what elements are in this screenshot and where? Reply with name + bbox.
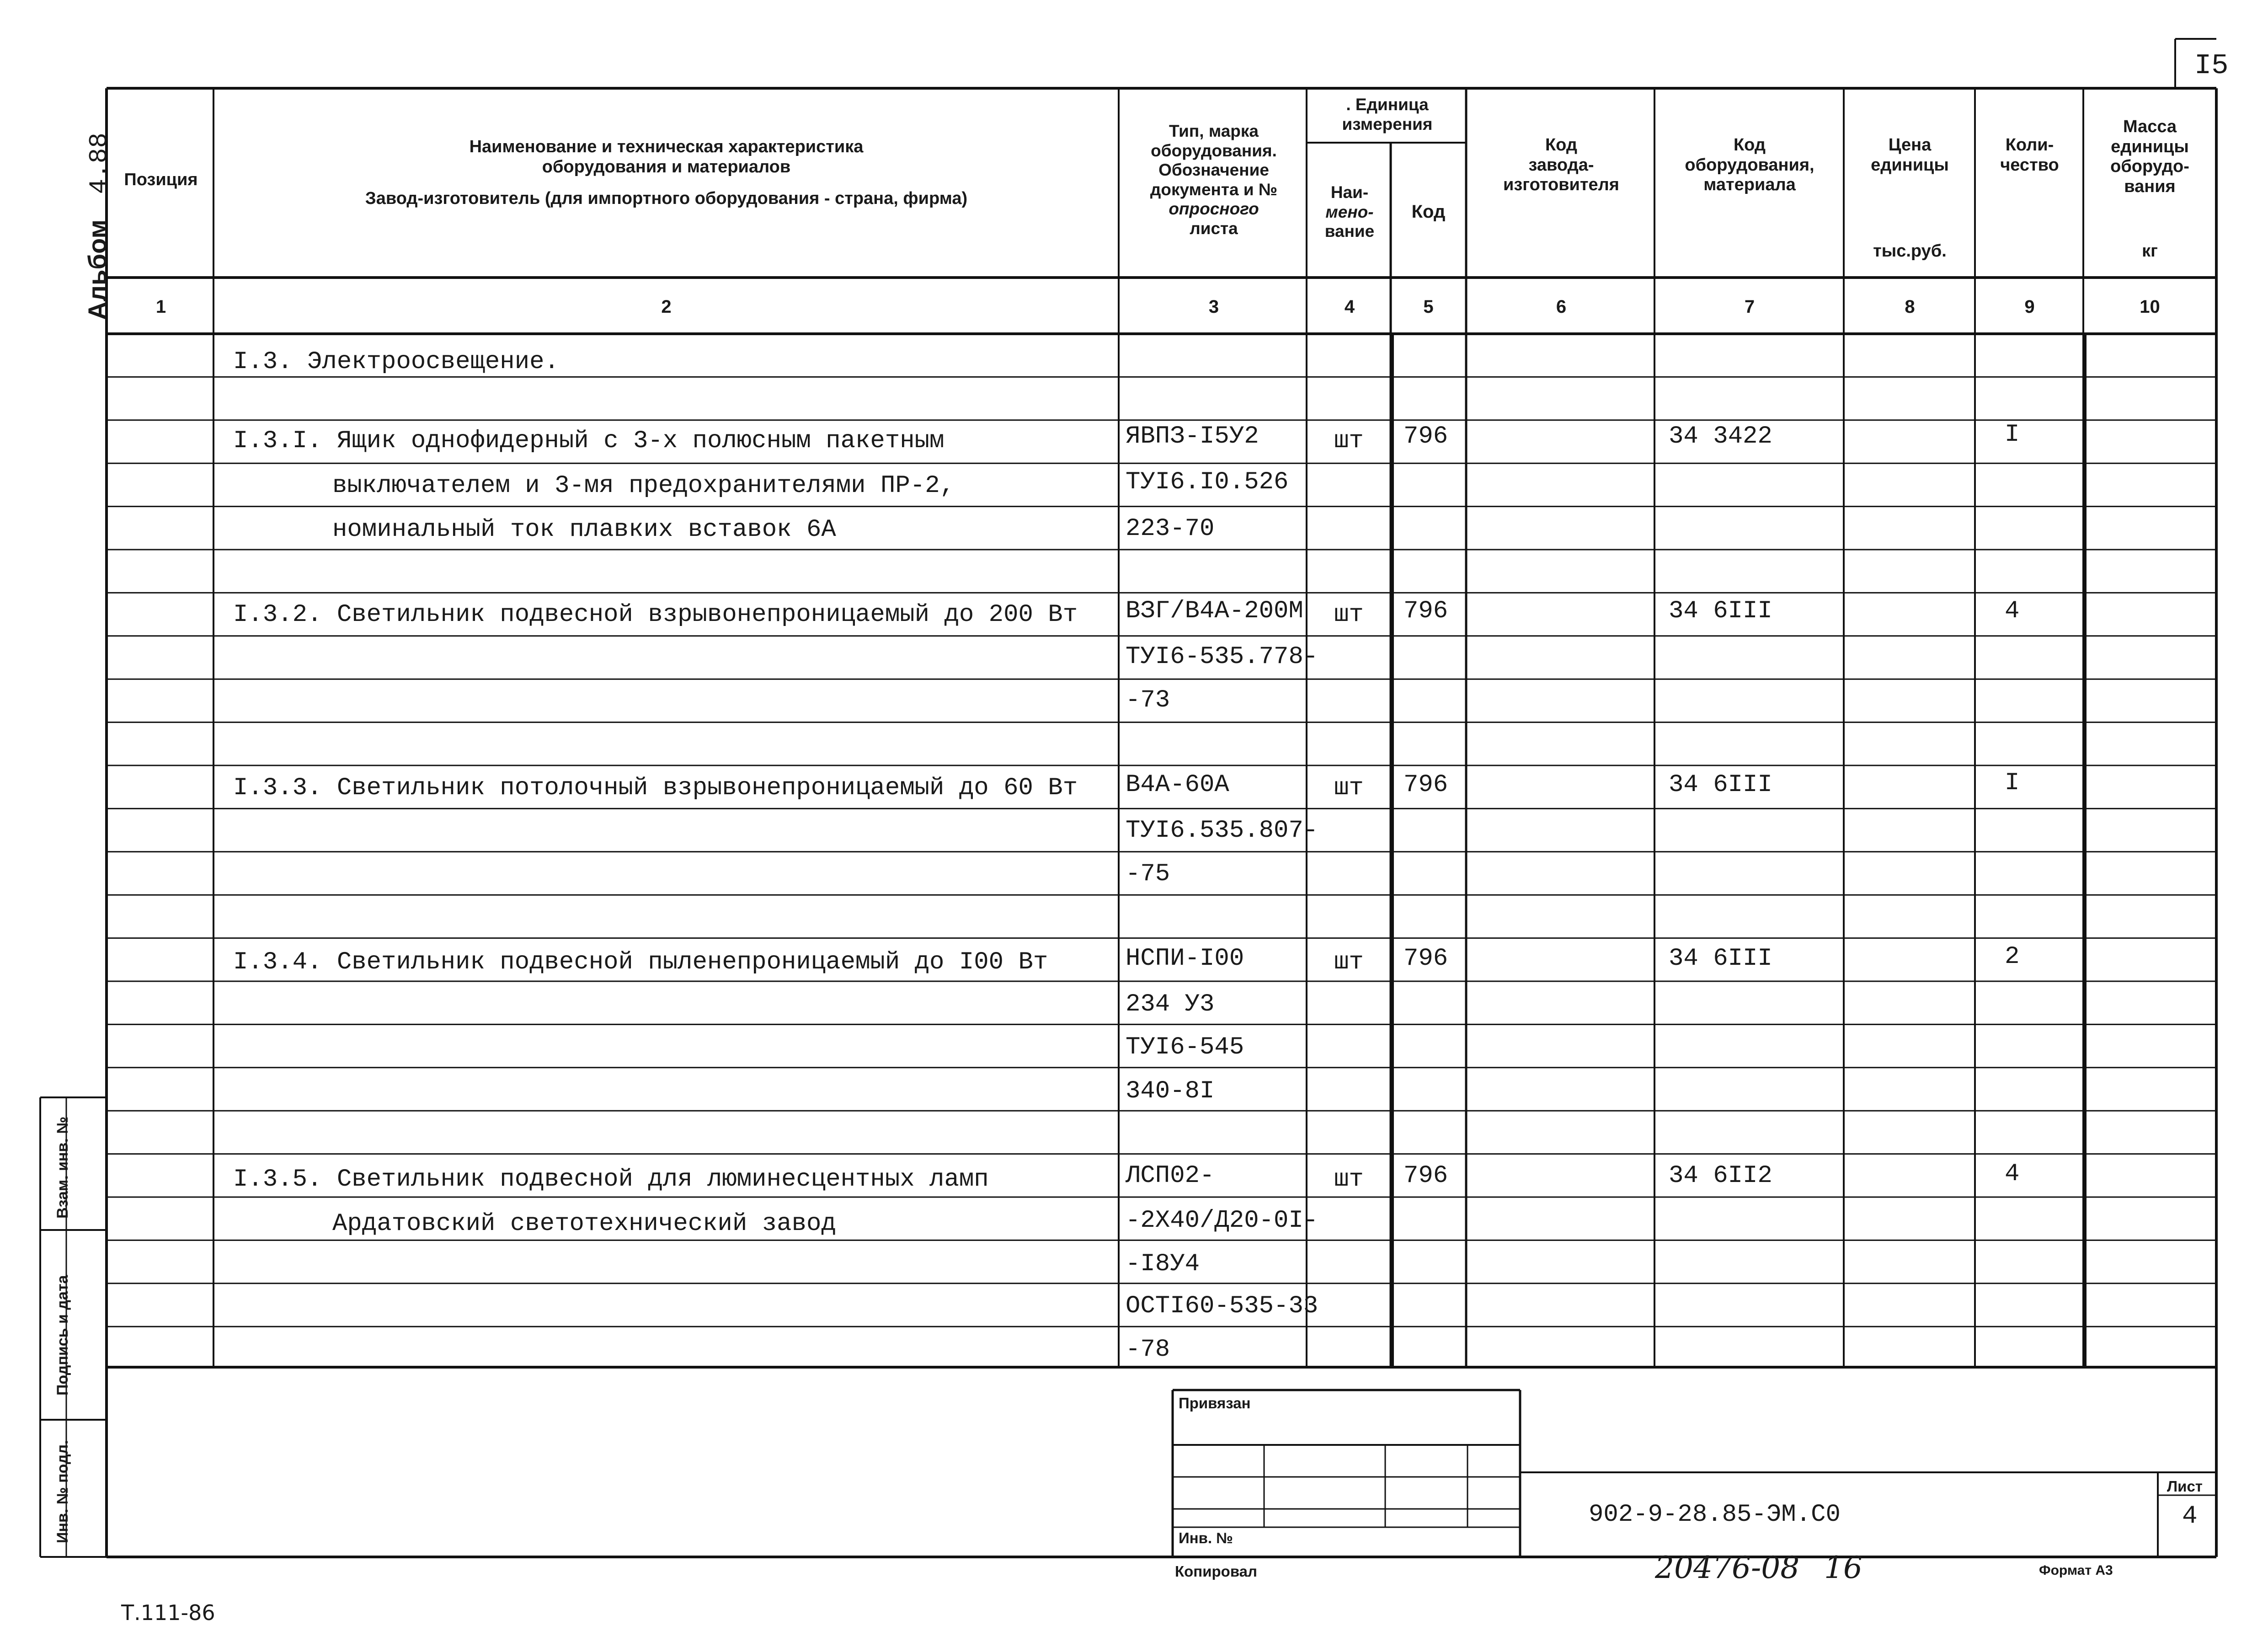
header-mass-unit: кг (2142, 241, 2158, 261)
header-plant-code: Код завода- изготовителя (1503, 135, 1619, 195)
header-unit-group: . Единица измерения (1342, 95, 1433, 134)
column-number-10: 10 (2140, 297, 2160, 317)
side-stamp-podpis: Подпись и дата (54, 1275, 71, 1396)
header-mass: Масса единицы оборудо- вания (2110, 117, 2189, 197)
item3-type-line1: В4А-60А (1126, 771, 1229, 799)
item1-type-line2: ТУI6.I0.526 (1126, 468, 1289, 496)
header-qty: Коли- чество (2000, 135, 2059, 175)
header-price-unit: тыс.руб. (1873, 241, 1947, 261)
item1-name-line3: номинальный ток плавких вставок 6А (332, 516, 836, 544)
column-number-9: 9 (2024, 297, 2035, 317)
header-name: Наименование и техническая характеристика оборудования и материалов Завод-изготовитель (для импортного оборудования - страна, фирма) (365, 137, 968, 209)
header-unit-code: Код (1411, 202, 1446, 222)
handwritten-page: 16 (1824, 1550, 1862, 1585)
album-label: Альбом 4.88 (83, 133, 114, 320)
item4-type-line3: ТУI6-545 (1126, 1033, 1244, 1061)
item1-qty: I (2005, 421, 2020, 449)
item4-name-line1: I.3.4. Светильник подвесной пыленепроницаемый до I00 Вт (233, 948, 1048, 976)
item3-qty: I (2005, 769, 2020, 797)
item5-type-line3: -I8У4 (1126, 1250, 1200, 1278)
item1-name-line1: I.3.I. Ящик однофидерный с 3-х полюсным пакетным (233, 427, 945, 455)
column-number-1: 1 (155, 297, 166, 317)
column-number-5: 5 (1423, 297, 1434, 317)
item3-type-line3: -75 (1126, 860, 1170, 888)
item4-code: 34 6III (1669, 945, 1772, 973)
item2-type-line2: ТУI6-535.778- (1126, 643, 1318, 671)
item5-name-line1: I.3.5. Светильник подвесной для люминесцентных ламп (233, 1166, 989, 1193)
section-title: I.3. Электроосвещение. (233, 348, 559, 376)
item2-type-line3: -73 (1126, 686, 1170, 714)
item5-name-line2: Ардатовский светотехнический завод (332, 1210, 836, 1238)
column-number-2: 2 (661, 297, 672, 317)
header-unit-name: Наи- мено- вание (1324, 183, 1375, 241)
item1-name-line2: выключателем и 3-мя предохранителями ПР-2, (332, 472, 955, 500)
item3-name-line1: I.3.3. Светильник потолочный взрывонепроницаемый до 60 Вт (233, 774, 1078, 802)
document-designation: 902-9-28.85-ЭМ.С0 (1589, 1501, 1841, 1529)
header-position: Позиция (124, 170, 198, 189)
item2-code: 34 6III (1669, 597, 1772, 625)
item1-type-line3: 223-70 (1126, 515, 1215, 543)
item4-unit: шт (1334, 948, 1364, 976)
item3-type-line2: ТУI6.535.807- (1126, 817, 1318, 845)
column-number-4: 4 (1344, 297, 1355, 317)
inv-no-label: Инв. № (1179, 1529, 1233, 1546)
item2-unit: шт (1334, 601, 1364, 629)
privyazan-label: Привязан (1179, 1395, 1251, 1412)
item5-type-line5: -78 (1126, 1336, 1170, 1364)
item4-type-line4: 340-8I (1126, 1077, 1215, 1105)
item5-qty: 4 (2005, 1160, 2020, 1188)
header-type: Тип, марка оборудования. Обозначение документа и № опросного листа (1150, 122, 1278, 238)
kopiroval-label: Копировал (1175, 1563, 1258, 1580)
handwritten-number: 20476-08 (1655, 1550, 1800, 1585)
column-number-7: 7 (1744, 297, 1755, 317)
form-code: Т.111-86 (121, 1600, 215, 1625)
item2-name-line1: I.3.2. Светильник подвесной взрывонепроницаемый до 200 Вт (233, 601, 1078, 629)
item1-code: 34 3422 (1669, 422, 1772, 450)
sheet-label: Лист (2167, 1478, 2203, 1495)
header-price: Цена единицы (1871, 135, 1949, 175)
item5-type-line2: -2Х40/Д20-0I- (1126, 1207, 1318, 1235)
item5-type-line4: ОСТI60-535-33 (1126, 1292, 1318, 1320)
format-label: Формат А3 (2039, 1563, 2113, 1578)
item4-type-line2: 234 У3 (1126, 990, 1215, 1018)
item1-type-line1: ЯВПЗ-I5У2 (1126, 422, 1259, 450)
item4-type-line1: НСПИ-I00 (1126, 945, 1244, 973)
item2-unit-code: 796 (1403, 597, 1448, 625)
side-stamp-vzam: Взам. инв. № (54, 1116, 71, 1219)
side-stamp-inv: Инв. № подл. (54, 1440, 71, 1543)
item4-qty: 2 (2005, 943, 2020, 971)
item3-unit: шт (1334, 774, 1364, 802)
item2-type-line1: ВЗГ/В4А-200М (1126, 597, 1303, 625)
item4-unit-code: 796 (1403, 945, 1448, 973)
column-number-8: 8 (1905, 297, 1915, 317)
header-equip-code: Код оборудования, материала (1685, 135, 1814, 195)
item5-unit: шт (1334, 1166, 1364, 1193)
item1-unit: шт (1334, 427, 1364, 455)
item5-code: 34 6II2 (1669, 1162, 1772, 1190)
column-number-3: 3 (1208, 297, 1219, 317)
item1-unit-code: 796 (1403, 422, 1448, 450)
corner-sheet-number: I5 (2194, 49, 2229, 82)
item5-type-line1: ЛСП02- (1126, 1162, 1215, 1190)
item3-code: 34 6III (1669, 771, 1772, 799)
item5-unit-code: 796 (1403, 1162, 1448, 1190)
column-number-6: 6 (1556, 297, 1567, 317)
sheet-number: 4 (2182, 1501, 2198, 1530)
item2-qty: 4 (2005, 597, 2020, 625)
item3-unit-code: 796 (1403, 771, 1448, 799)
